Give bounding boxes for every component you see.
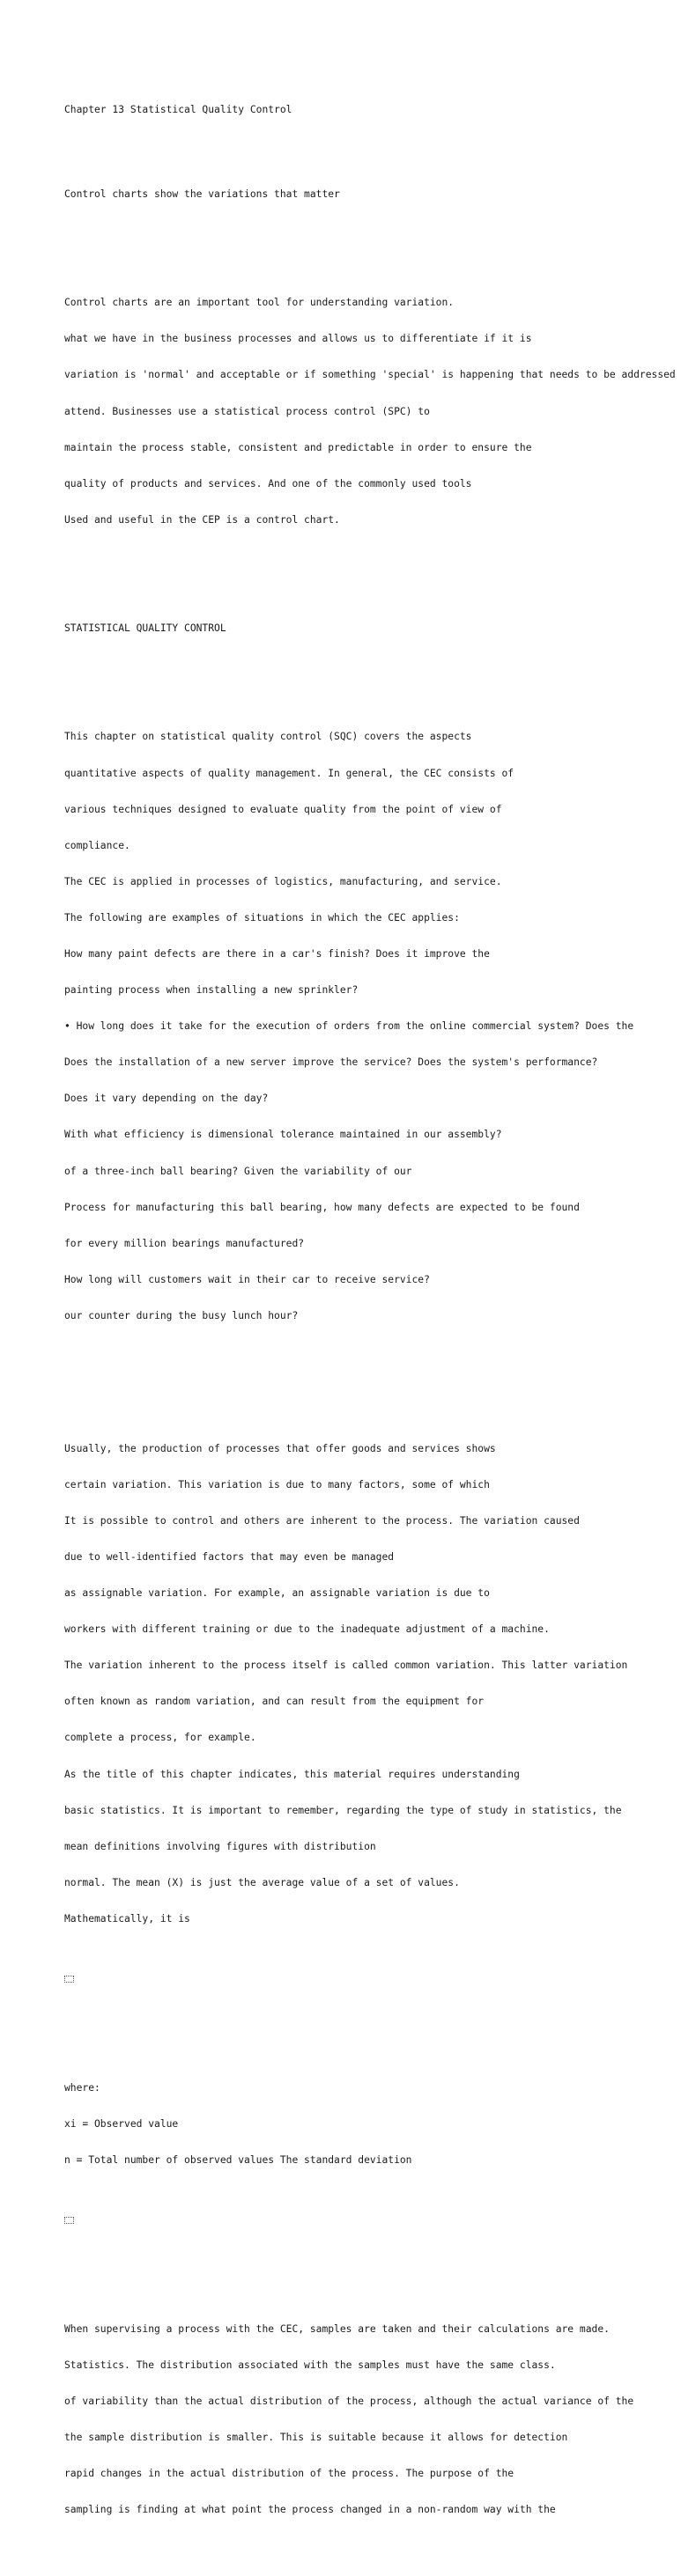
text-line: workers with different training or due to the inadequate adjustment of a machine. xyxy=(64,1623,550,1636)
text-line: often known as random variation, and can result from the equipment for xyxy=(64,1696,485,1708)
text-line: The CEC is applied in processes of logistics, manufacturing, and service. xyxy=(64,875,502,887)
missing-image-icon xyxy=(64,1976,74,1983)
paragraph-gap xyxy=(64,140,681,152)
formula-placeholder-stddev xyxy=(64,2214,681,2226)
text-line: maintain the process stable, consistent and predictable in order to ensure the xyxy=(64,441,532,453)
text-line: It is possible to control and others are inherent to the process. The variation caused xyxy=(64,1514,580,1527)
text-line: How many paint defects are there in a car's finish? Does it improve the xyxy=(64,948,490,960)
text-line: as assignable variation. For example, an assignable variation is due to xyxy=(64,1587,490,1600)
closing-paragraph xyxy=(64,2299,681,2540)
text-line: painting process when installing a new sprinkler? xyxy=(64,984,359,997)
text-line: due to well-identified factors that may even be managed xyxy=(64,1550,395,1563)
text-line: Usually, the production of processes that offer goods and services shows xyxy=(64,1442,496,1454)
chapter-subtitle: Control charts show the variations that matter xyxy=(64,188,340,200)
text-line: Statistics. The distribution associated with the samples must have the same class. xyxy=(64,2359,556,2371)
missing-image-icon xyxy=(64,2217,74,2224)
text-line: n = Total number of observed values The standard deviation xyxy=(64,2153,412,2166)
paragraph-gap xyxy=(64,2250,681,2263)
paragraph-gap xyxy=(64,659,681,671)
text-line: As the title of this chapter indicates, this material requires understanding xyxy=(64,1768,520,1780)
chapter-title: Chapter 13 Statistical Quality Control xyxy=(64,104,292,116)
paragraph-gap xyxy=(64,224,681,237)
text-line: The following are examples of situations in which the CEC applies: xyxy=(64,911,460,924)
text-line: Mathematically, it is xyxy=(64,1912,190,1925)
text-line: rapid changes in the actual distribution of the process. The purpose of the xyxy=(64,2468,514,2480)
text-line: mean definitions involving figures with distribution xyxy=(64,1840,376,1852)
paragraph-gap xyxy=(64,2009,681,2021)
text-line: for every million bearings manufactured? xyxy=(64,1237,305,1249)
text-line: of variability than the actual distribution of the process, although the actual variance of the xyxy=(64,2395,634,2407)
text-line: How long will customers wait in their car to receive service? xyxy=(64,1273,430,1285)
text-line: When supervising a process with the CEC, samples are taken and their calculations are made. xyxy=(64,2322,610,2335)
text-line: Does the installation of a new server improve the service? Does the system's performance? xyxy=(64,1056,598,1069)
text-line: where: xyxy=(64,2081,100,2094)
text-line: our counter during the busy lunch hour? xyxy=(64,1309,299,1321)
document-body xyxy=(64,68,681,2576)
text-line: variation is 'normal' and acceptable or if something 'special' is happening that needs to be addressed xyxy=(64,369,676,381)
text-line: compliance. xyxy=(64,839,130,851)
text-line: Does it vary depending on the day? xyxy=(64,1093,269,1105)
text-line: of a three-inch ball bearing? Given the variability of our xyxy=(64,1165,412,1177)
text-line: attend. Businesses use a statistical process control (SPC) to xyxy=(64,405,430,417)
text-line: Process for manufacturing this ball bearing, how many defects are expected to be found xyxy=(64,1201,580,1213)
text-line: the sample distribution is smaller. This is suitable because it allows for detection xyxy=(64,2431,568,2443)
text-line: Used and useful in the CEP is a control chart. xyxy=(64,513,340,526)
text-line: • How long does it take for the execution of orders from the online commercial system? Does the xyxy=(64,1020,634,1033)
text-line: basic statistics. It is important to remember, regarding the type of study in statistics, the xyxy=(64,1804,622,1816)
text-line: complete a process, for example. xyxy=(64,1732,256,1744)
variation-paragraph xyxy=(64,1418,681,1949)
section-heading: STATISTICAL QUALITY CONTROL xyxy=(64,622,226,635)
text-line: what we have in the business processes and allows us to differentiate if it is xyxy=(64,333,532,345)
text-line: xi = Observed value xyxy=(64,2117,179,2130)
text-line: This chapter on statistical quality control (SQC) covers the aspects xyxy=(64,731,472,743)
intro-paragraph xyxy=(64,273,681,550)
text-line: various techniques designed to evaluate quality from the point of view of xyxy=(64,803,502,815)
text-line: With what efficiency is dimensional tolerance maintained in our assembly? xyxy=(64,1129,502,1141)
text-line: certain variation. This variation is due to many factors, some of which xyxy=(64,1478,490,1490)
paragraph-gap xyxy=(64,574,681,586)
sqc-paragraph xyxy=(64,707,681,1346)
text-line: sampling is finding at what point the process changed in a non-random way with the xyxy=(64,2504,556,2516)
text-line: Control charts are an important tool for understanding variation. xyxy=(64,297,455,309)
text-line: quality of products and services. And one of the commonly used tools xyxy=(64,477,472,489)
where-paragraph xyxy=(64,2057,681,2190)
text-line: The variation inherent to the process itself is called common variation. This latter variation xyxy=(64,1660,628,1672)
text-line: normal. The mean (X) is just the average value of a set of values. xyxy=(64,1876,460,1888)
text-line: quantitative aspects of quality management. In general, the CEC consists of xyxy=(64,767,514,779)
formula-placeholder-mean xyxy=(64,1973,681,1985)
paragraph-gap xyxy=(64,1370,681,1382)
